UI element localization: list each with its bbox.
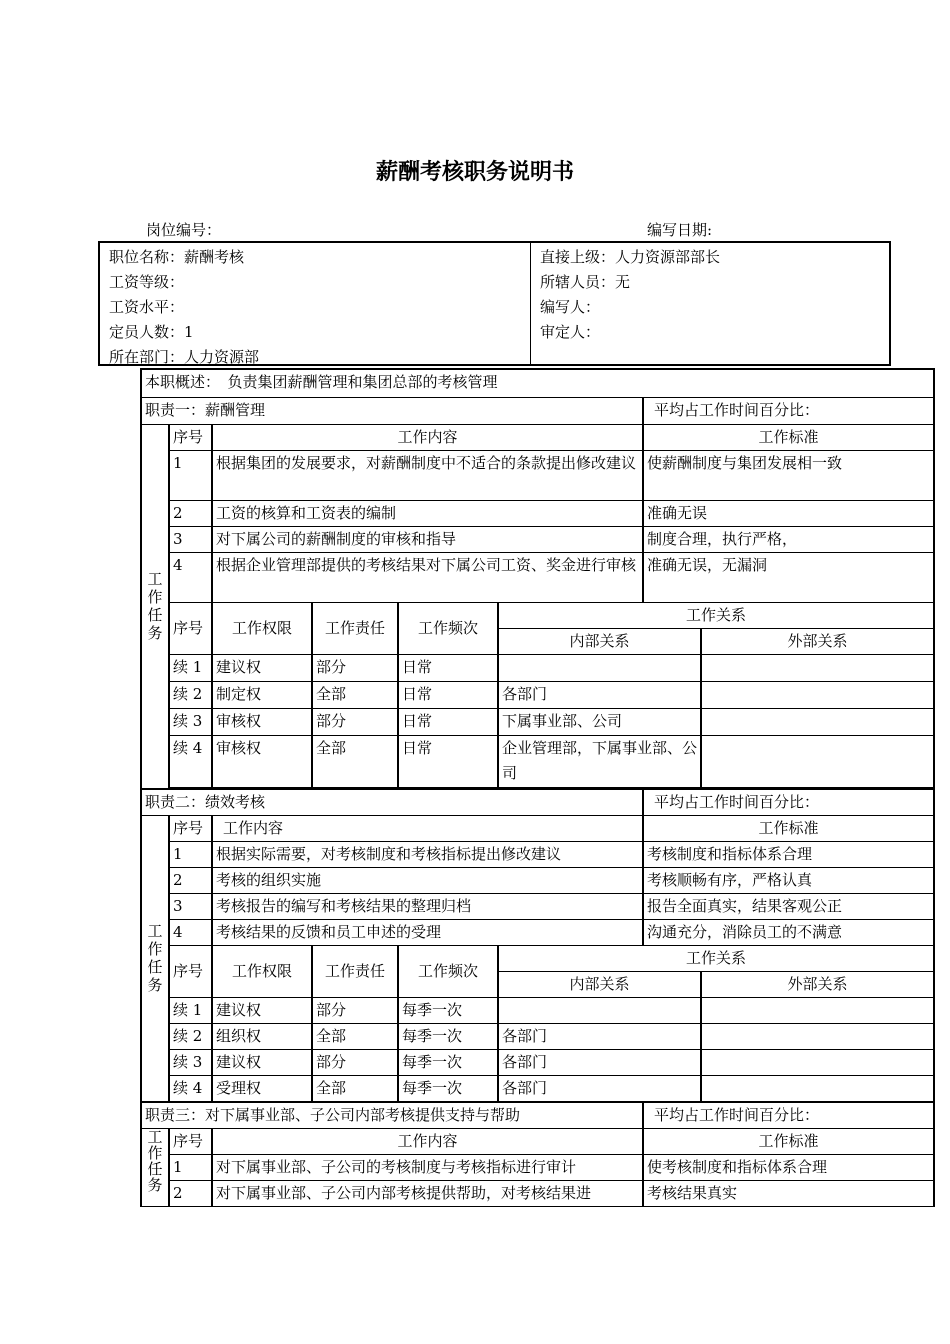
seq-header: 序号: [169, 424, 212, 450]
rel-responsibility: 全部: [312, 1075, 398, 1102]
duty2-title: 职责二：绩效考核: [141, 789, 643, 816]
duty1-title: 职责一：薪酬管理: [141, 397, 643, 424]
position-number-label: 岗位编号：: [146, 221, 222, 239]
duty2-time-percent-label: 平均占工作时间百分比：: [643, 789, 934, 816]
rel-authority: 审核权: [212, 735, 312, 787]
rel-internal: 企业管理部，下属事业部、公司: [498, 735, 701, 787]
rel-seq: 续 1: [169, 997, 212, 1023]
task-content: 根据实际需要，对考核制度和考核指标提出修改建议: [212, 841, 643, 867]
rel-authority: 建议权: [212, 1049, 312, 1075]
rel-seq: 续 2: [169, 681, 212, 708]
task-content: 考核报告的编写和考核结果的整理归档: [212, 893, 643, 919]
rel-seq-header: 序号: [169, 602, 212, 654]
responsibility-header: 工作责任: [312, 602, 398, 654]
rel-authority: 审核权: [212, 708, 312, 735]
rel-internal: 各部门: [498, 1075, 701, 1102]
task-standard: 准确无误: [643, 500, 934, 526]
subordinates-field: 所辖人员：无: [540, 273, 631, 291]
rel-responsibility: 全部: [312, 681, 398, 708]
rel-external: [701, 1075, 934, 1102]
task-content: 对下属事业部、子公司的考核制度与考核指标进行审计: [212, 1155, 643, 1181]
rel-seq: 续 1: [169, 654, 212, 681]
rel-internal: 各部门: [498, 1049, 701, 1075]
rel-frequency: 日常: [398, 654, 498, 681]
relations-header: 工作关系: [498, 945, 934, 971]
rel-internal: 下属事业部、公司: [498, 708, 701, 735]
authority-header: 工作权限: [212, 602, 312, 654]
supervisor-field: 直接上级：人力资源部部长: [540, 248, 721, 266]
rel-frequency: 每季一次: [398, 1075, 498, 1102]
job-summary: 本职概述： 负责集团薪酬管理和集团总部的考核管理: [141, 369, 934, 397]
salary-level-field: 工资水平：: [109, 298, 185, 316]
rel-external: [701, 654, 934, 681]
rel-frequency: 日常: [398, 681, 498, 708]
duty1-side-label: [141, 424, 169, 789]
task-standard: 考核制度和指标体系合理: [643, 841, 934, 867]
task-standard: 考核顺畅有序，严格认真: [643, 867, 934, 893]
rel-seq: 续 4: [169, 1075, 212, 1102]
headcount-field: 定员人数：1: [109, 323, 194, 341]
content-header: 工作内容: [212, 1129, 643, 1155]
content-header: 工作内容: [212, 424, 643, 450]
rel-seq: 续 4: [169, 735, 212, 787]
rel-external: [701, 1023, 934, 1049]
rel-responsibility: 部分: [312, 997, 398, 1023]
duty3-title: 职责三：对下属事业部、子公司内部考核提供支持与帮助: [141, 1102, 643, 1129]
content-header: 工作内容: [212, 815, 643, 841]
rel-seq: 续 3: [169, 1049, 212, 1075]
task-content: 考核的组织实施: [212, 867, 643, 893]
rel-authority: 制定权: [212, 681, 312, 708]
rel-internal: [498, 997, 701, 1023]
approver-field: 审定人：: [540, 323, 601, 341]
rel-frequency: 日常: [398, 708, 498, 735]
info-left-column: [109, 245, 259, 370]
task-seq: 3: [169, 526, 212, 552]
rel-external: [701, 1049, 934, 1075]
salary-grade-field: 工资等级：: [109, 273, 185, 291]
task-standard: 使考核制度和指标体系合理: [643, 1155, 934, 1181]
task-seq: 2: [169, 867, 212, 893]
rel-seq: 续 2: [169, 1023, 212, 1049]
task-standard: 沟通充分，消除员工的不满意: [643, 919, 934, 945]
external-header: 外部关系: [701, 971, 934, 997]
task-standard: 使薪酬制度与集团发展相一致: [643, 450, 934, 500]
rel-responsibility: 部分: [312, 708, 398, 735]
job-title-field: 职位名称：薪酬考核: [109, 248, 245, 266]
internal-header: 内部关系: [498, 628, 701, 654]
write-date-label: 编写日期:: [647, 221, 713, 239]
task-content: 对下属公司的薪酬制度的审核和指导: [212, 526, 643, 552]
side-label-text: 工作任务: [147, 922, 163, 994]
rel-external: [701, 735, 934, 787]
rel-external: [701, 708, 934, 735]
task-content: 根据集团的发展要求，对薪酬制度中不适合的条款提出修改建议: [212, 450, 643, 500]
task-standard: 考核结果真实: [643, 1181, 934, 1207]
internal-header: 内部关系: [498, 971, 701, 997]
task-seq: 1: [169, 450, 212, 500]
standard-header: 工作标准: [643, 1129, 934, 1155]
side-label-text: 工作任务: [147, 570, 163, 642]
rel-responsibility: 全部: [312, 1023, 398, 1049]
rel-internal: 各部门: [498, 681, 701, 708]
rel-frequency: 日常: [398, 735, 498, 787]
duties-table: [140, 368, 935, 1207]
task-seq: 4: [169, 919, 212, 945]
frequency-header: 工作频次: [398, 602, 498, 654]
rel-external: [701, 681, 934, 708]
task-standard: 报告全面真实，结果客观公正: [643, 893, 934, 919]
rel-external: [701, 997, 934, 1023]
rel-frequency: 每季一次: [398, 997, 498, 1023]
task-content: 对下属事业部、子公司内部考核提供帮助，对考核结果进: [212, 1181, 643, 1207]
external-header: 外部关系: [701, 628, 934, 654]
rel-responsibility: 部分: [312, 1049, 398, 1075]
task-seq: 4: [169, 552, 212, 602]
rel-authority: 建议权: [212, 997, 312, 1023]
task-seq: 3: [169, 893, 212, 919]
task-seq: 1: [169, 841, 212, 867]
side-label-text: 工作任务: [147, 1128, 163, 1194]
department-field: 所在部门：人力资源部: [109, 348, 260, 366]
duty3-side-label: [141, 1129, 169, 1207]
seq-header: 序号: [169, 1129, 212, 1155]
rel-frequency: 每季一次: [398, 1049, 498, 1075]
rel-seq: 续 3: [169, 708, 212, 735]
seq-header: 序号: [169, 815, 212, 841]
rel-frequency: 每季一次: [398, 1023, 498, 1049]
frequency-header: 工作频次: [398, 945, 498, 997]
rel-responsibility: 部分: [312, 654, 398, 681]
duty3-time-percent-label: 平均占工作时间百分比：: [643, 1102, 934, 1129]
relations-header: 工作关系: [498, 602, 934, 628]
task-standard: 准确无误，无漏洞: [643, 552, 934, 602]
rel-seq-header: 序号: [169, 945, 212, 997]
author-field: 编写人：: [540, 298, 601, 316]
info-divider: [530, 243, 531, 364]
authority-header: 工作权限: [212, 945, 312, 997]
rel-authority: 受理权: [212, 1075, 312, 1102]
rel-internal: 各部门: [498, 1023, 701, 1049]
duty1-time-percent-label: 平均占工作时间百分比：: [643, 397, 934, 424]
task-content: 工资的核算和工资表的编制: [212, 500, 643, 526]
task-seq: 2: [169, 500, 212, 526]
standard-header: 工作标准: [643, 815, 934, 841]
task-standard: 制度合理，执行严格，: [643, 526, 934, 552]
responsibility-header: 工作责任: [312, 945, 398, 997]
rel-authority: 组织权: [212, 1023, 312, 1049]
standard-header: 工作标准: [643, 424, 934, 450]
task-content: 考核结果的反馈和员工申述的受理: [212, 919, 643, 945]
info-right-column: [540, 245, 720, 345]
rel-authority: 建议权: [212, 654, 312, 681]
task-seq: 2: [169, 1181, 212, 1207]
task-content: 根据企业管理部提供的考核结果对下属公司工资、奖金进行审核: [212, 552, 643, 602]
rel-internal: [498, 654, 701, 681]
task-seq: 1: [169, 1155, 212, 1181]
basic-info-box: [98, 241, 891, 366]
document-title: 薪酬考核职务说明书: [375, 160, 574, 185]
duty2-side-label: [141, 815, 169, 1102]
rel-responsibility: 全部: [312, 735, 398, 787]
